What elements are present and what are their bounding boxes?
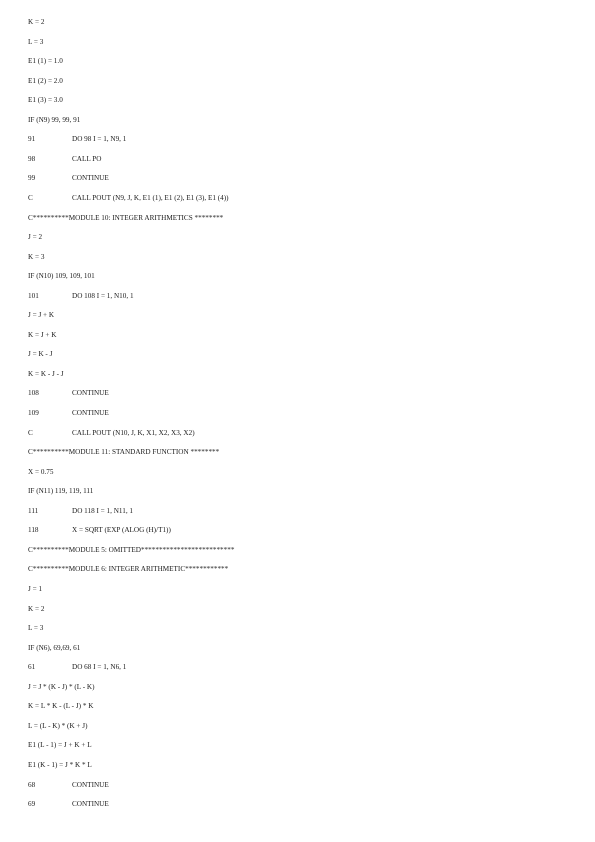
code-line	[28, 387, 109, 399]
code-line	[28, 583, 42, 595]
statement-text: E1 (3) = 3.0	[28, 96, 63, 105]
statement-label: 69	[28, 800, 36, 808]
code-line	[28, 446, 219, 458]
statement-text: K = K - J - J	[28, 369, 64, 378]
statement-text: CONTINUE	[72, 800, 109, 808]
statement-text: J = 1	[28, 585, 43, 593]
statement-text: IF (N9) 99, 99, 91	[28, 115, 81, 124]
code-line	[28, 466, 53, 478]
code-line	[28, 524, 171, 536]
code-line	[28, 114, 80, 126]
code-line	[28, 603, 44, 615]
code-line	[28, 739, 92, 751]
code-line	[28, 290, 134, 302]
statement-text: IF (N6), 69,69, 61	[28, 643, 81, 652]
statement-label: 98	[28, 154, 36, 163]
code-line	[28, 231, 42, 243]
statement-label: 118	[28, 526, 39, 535]
statement-text: J = J * (K - J) * (L - K)	[28, 682, 95, 691]
statement-label: 101	[28, 291, 39, 300]
statement-label: 99	[28, 174, 36, 183]
code-line	[28, 779, 109, 791]
statement-text: E1 (K - 1) = J * K * L	[28, 760, 92, 769]
statement-text: CONTINUE	[72, 409, 109, 417]
statement-label: 91	[28, 135, 36, 144]
statement-text: X = SQRT (EXP (ALOG (H)/T1))	[72, 526, 171, 535]
statement-label: 109	[28, 409, 39, 417]
code-line	[28, 720, 87, 732]
statement-text: J = K - J	[28, 350, 53, 359]
statement-text: J = 2	[28, 233, 43, 242]
code-line	[28, 133, 126, 145]
code-line	[28, 681, 94, 693]
statement-label: 108	[28, 389, 39, 398]
code-line	[28, 505, 133, 517]
statement-text: CALL POUT (N10, J, K, X1, X2, X3, X2)	[72, 428, 195, 437]
statement-text: C**********MODULE 10: INTEGER ARITHMETICS ********	[28, 213, 224, 222]
statement-text: K = L * K - (L - J) * K	[28, 702, 94, 711]
statement-text: IF (N11) 119, 119, 111	[28, 487, 94, 496]
code-line	[28, 798, 109, 810]
code-line	[28, 16, 44, 28]
code-line	[28, 192, 229, 204]
code-line	[28, 661, 126, 673]
code-line	[28, 94, 63, 106]
statement-text: E1 (L - 1) = J + K + L	[28, 741, 92, 750]
statement-label: 61	[28, 663, 36, 672]
statement-label: 68	[28, 780, 36, 789]
code-line	[28, 153, 101, 165]
statement-text: CALL POUT (N9, J, K, E1 (1), E1 (2), E1 (3), E1 (4))	[72, 194, 229, 202]
code-line	[28, 700, 93, 712]
code-line	[28, 407, 109, 419]
statement-text: CONTINUE	[72, 389, 109, 398]
statement-text: X = 0.75	[28, 467, 54, 476]
statement-label: 111	[28, 506, 39, 515]
statement-text: CONTINUE	[72, 174, 109, 183]
code-line	[28, 544, 234, 556]
code-line	[28, 563, 228, 575]
code-line	[28, 270, 95, 282]
code-line	[28, 622, 43, 634]
statement-text: L = 3	[28, 37, 44, 46]
statement-text: K = J + K	[28, 330, 57, 339]
code-line	[28, 759, 92, 771]
statement-text: CONTINUE	[72, 780, 109, 789]
code-line	[28, 348, 52, 360]
code-line	[28, 427, 195, 439]
code-line	[28, 75, 63, 87]
statement-text: DO 98 I = 1, N9, 1	[72, 135, 127, 144]
statement-label: C	[28, 428, 33, 437]
statement-text: C**********MODULE 11: STANDARD FUNCTION ********	[28, 448, 220, 457]
code-line	[28, 251, 44, 263]
code-line	[28, 368, 64, 380]
statement-text: E1 (1) = 1.0	[28, 57, 63, 66]
code-line	[28, 309, 54, 321]
code-line	[28, 55, 63, 67]
statement-text: L = (L - K) * (K + J)	[28, 721, 88, 730]
statement-text: IF (N10) 109, 109, 101	[28, 272, 95, 281]
statement-text: DO 118 I = 1, N11, 1	[72, 506, 134, 515]
statement-text: K = 2	[28, 18, 45, 26]
statement-text: C**********MODULE 5: OMITTED**************************	[28, 545, 235, 554]
statement-text: DO 108 I = 1, N10, 1	[72, 291, 134, 300]
code-line	[28, 212, 223, 224]
code-line	[28, 485, 93, 497]
code-line	[28, 329, 56, 341]
code-line	[28, 36, 43, 48]
statement-text: K = 2	[28, 604, 45, 613]
statement-text: K = 3	[28, 252, 45, 261]
statement-text: L = 3	[28, 624, 44, 633]
statement-text: DO 68 I = 1, N6, 1	[72, 663, 127, 672]
code-line	[28, 642, 80, 654]
statement-text: E1 (2) = 2.0	[28, 76, 63, 85]
statement-text: J = J + K	[28, 311, 55, 320]
code-line	[28, 172, 109, 184]
statement-text: CALL PO	[72, 154, 102, 163]
statement-text: C**********MODULE 6: INTEGER ARITHMETIC************	[28, 565, 229, 574]
statement-label: C	[28, 194, 33, 202]
